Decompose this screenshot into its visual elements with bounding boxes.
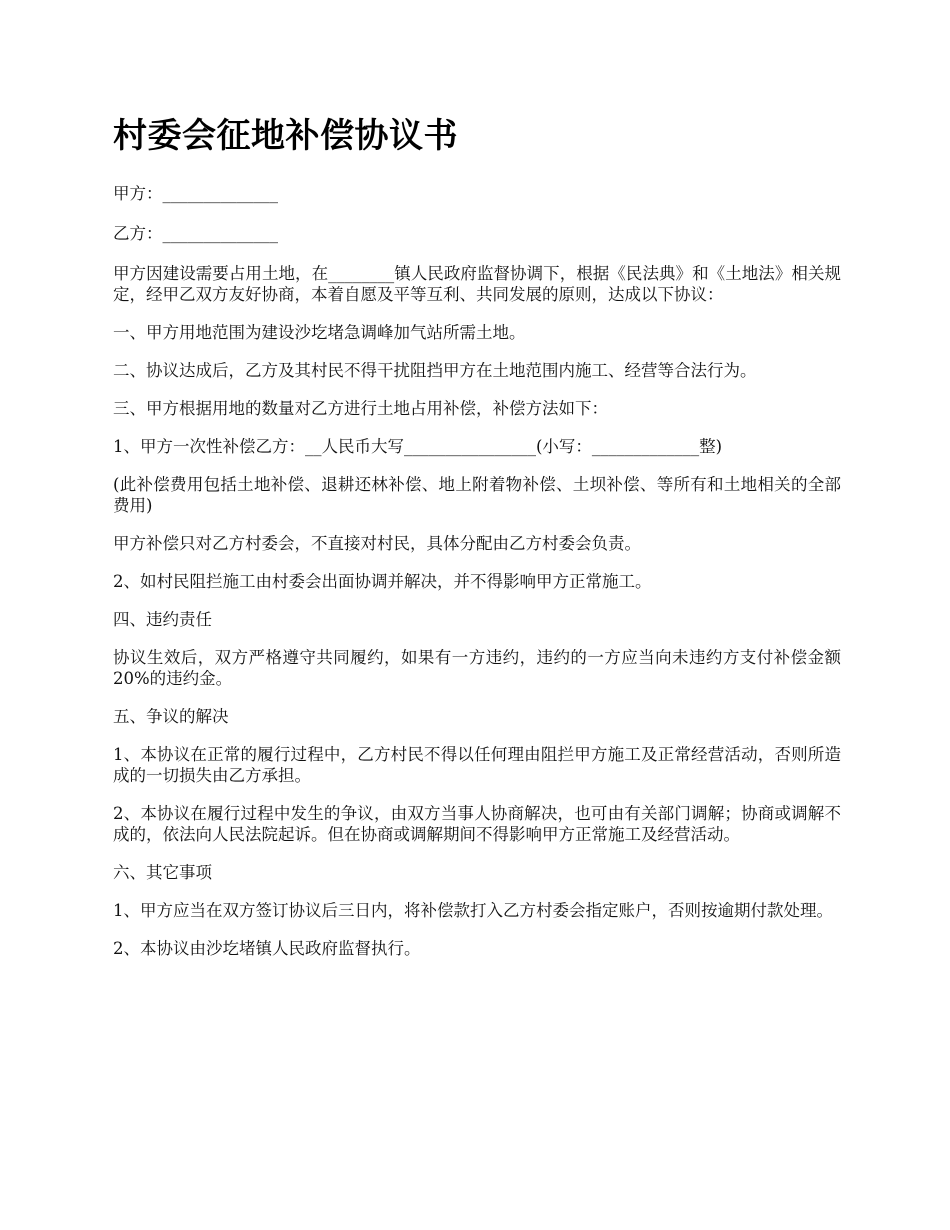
document-title: 村委会征地补偿协议书 [113, 116, 458, 156]
clause-3-item-1: 1、甲方一次性补偿乙方：__人民币大写________________(小写：_____________整) [113, 437, 723, 456]
party-b-line: 乙方：______________ [113, 224, 278, 243]
document-page [113, 112, 841, 976]
section-4-body: 协议生效后，双方严格遵守共同履约，如果有一方违约，违约的一方应当向未违约方支付补偿金额20%的违约金。 [113, 648, 841, 688]
clause-1: 一、甲方用地范围为建设沙圪堵急调峰加气站所需土地。 [113, 323, 526, 342]
clause-3-item-2: 2、如村民阻拦施工由村委会出面协调并解决，并不得影响甲方正常施工。 [113, 572, 652, 591]
section-6-item-2: 2、本协议由沙圪堵镇人民政府监督执行。 [113, 939, 421, 958]
clause-3-payment: 甲方补偿只对乙方村委会，不直接对村民，具体分配由乙方村委会负责。 [113, 534, 641, 553]
intro-paragraph: 甲方因建设需要占用土地，在________镇人民政府监督协调下，根据《民法典》和《土地法》相关规定，经甲乙双方友好协商，本着自愿及平等互利、共同发展的原则，达成以下协议： [113, 264, 841, 304]
section-5-item-2: 2、本协议在履行过程中发生的争议，由双方当事人协商解决，也可由有关部门调解；协商或调解不成的，依法向人民法院起诉。但在协商或调解期间不得影响甲方正常施工及经营活动。 [113, 804, 841, 844]
clause-2: 二、协议达成后，乙方及其村民不得干扰阻挡甲方在土地范围内施工、经营等合法行为。 [113, 361, 757, 380]
section-5-item-1: 1、本协议在正常的履行过程中，乙方村民不得以任何理由阻拦甲方施工及正常经营活动，否则所造成的一切损失由乙方承担。 [113, 745, 841, 785]
clause-3: 三、甲方根据用地的数量对乙方进行土地占用补偿，补偿方法如下： [113, 399, 608, 418]
clause-3-note: (此补偿费用包括土地补偿、退耕还林补偿、地上附着物补偿、土坝补偿、等所有和土地相关的全部费用) [113, 475, 841, 515]
section-6-heading: 六、其它事项 [113, 863, 212, 882]
party-a-line: 甲方：______________ [113, 184, 278, 203]
section-5-heading: 五、争议的解决 [113, 707, 229, 726]
section-4-heading: 四、违约责任 [113, 610, 212, 629]
section-6-item-1: 1、甲方应当在双方签订协议后三日内，将补偿款打入乙方村委会指定账户，否则按逾期付款处理。 [113, 901, 833, 920]
